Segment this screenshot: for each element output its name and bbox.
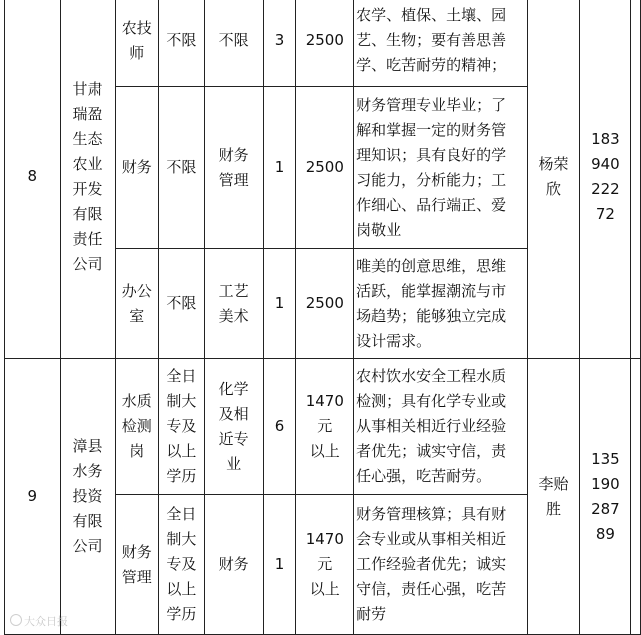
contact-cell: 杨荣 欣 <box>527 0 580 359</box>
requirement-cell: 财务管理核算；具有财会专业或从事相关相近工作经验者优先；诚实守信，责任心强，吃苦耐劳 <box>354 495 527 635</box>
major-cell: 财务 管理 <box>204 87 263 249</box>
requirement-cell: 农学、植保、土壤、园艺、生物；要有善思善学、吃苦耐劳的精神； <box>354 0 527 87</box>
row-number-cell: 8 <box>5 0 61 359</box>
contact-cell: 李贻 胜 <box>527 359 580 635</box>
salary-cell: 2500 <box>296 249 354 359</box>
company-name-cell: 甘肃 瑞盈 生态 农业 开发 有限 责任 公司 <box>60 0 115 359</box>
count-cell: 6 <box>263 359 296 495</box>
requirement-cell: 唯美的创意思维，思维活跃，能掌握潮流与市场趋势；能够独立完成设计需求。 <box>354 249 527 359</box>
education-cell: 不限 <box>158 249 204 359</box>
table-row <box>5 0 641 87</box>
major-cell: 工艺 美术 <box>204 249 263 359</box>
major-cell: 不限 <box>204 0 263 87</box>
requirement-cell: 财务管理专业毕业；了解和掌握一定的财务管理知识；具有良好的学习能力，分析能力；工作细心、品行端正、爱岗敬业 <box>354 87 527 249</box>
position-cell: 办公 室 <box>115 249 158 359</box>
requirement-cell: 农村饮水安全工程水质检测；具有化学专业或从事相关相近行业经验者优先；诚实守信，责任心强，吃苦耐劳。 <box>354 359 527 495</box>
watermark <box>10 613 68 629</box>
major-cell: 化学 及相 近专 业 <box>204 359 263 495</box>
table-row <box>5 359 641 495</box>
education-cell: 不限 <box>158 87 204 249</box>
position-cell: 水质 检测 岗 <box>115 359 158 495</box>
position-cell: 农技 师 <box>115 0 158 87</box>
education-cell: 全日 制大 专及 以上 学历 <box>158 495 204 635</box>
salary-cell: 1470元 以上 <box>296 495 354 635</box>
position-cell: 财务 <box>115 87 158 249</box>
salary-cell: 1470元 以上 <box>296 359 354 495</box>
count-cell: 1 <box>263 495 296 635</box>
education-cell: 不限 <box>158 0 204 87</box>
count-cell: 1 <box>263 87 296 249</box>
major-cell: 财务 <box>204 495 263 635</box>
watermark-text: 大众日报 <box>24 615 68 628</box>
phone-cell: 183 940 222 72 <box>580 0 631 359</box>
education-cell: 全日 制大 专及 以上 学历 <box>158 359 204 495</box>
position-cell: 财务 管理 <box>115 495 158 635</box>
count-cell: 1 <box>263 249 296 359</box>
company-name-cell: 漳县 水务 投资 有限 公司 <box>60 359 115 635</box>
count-cell: 3 <box>263 0 296 87</box>
recruitment-table <box>4 0 641 635</box>
salary-cell: 2500 <box>296 87 354 249</box>
camera-icon <box>10 614 22 626</box>
cut-off-column <box>631 359 641 635</box>
row-number-cell: 9 <box>5 359 61 635</box>
cut-off-column <box>631 0 641 359</box>
phone-cell: 135 190 287 89 <box>580 359 631 635</box>
salary-cell: 2500 <box>296 0 354 87</box>
